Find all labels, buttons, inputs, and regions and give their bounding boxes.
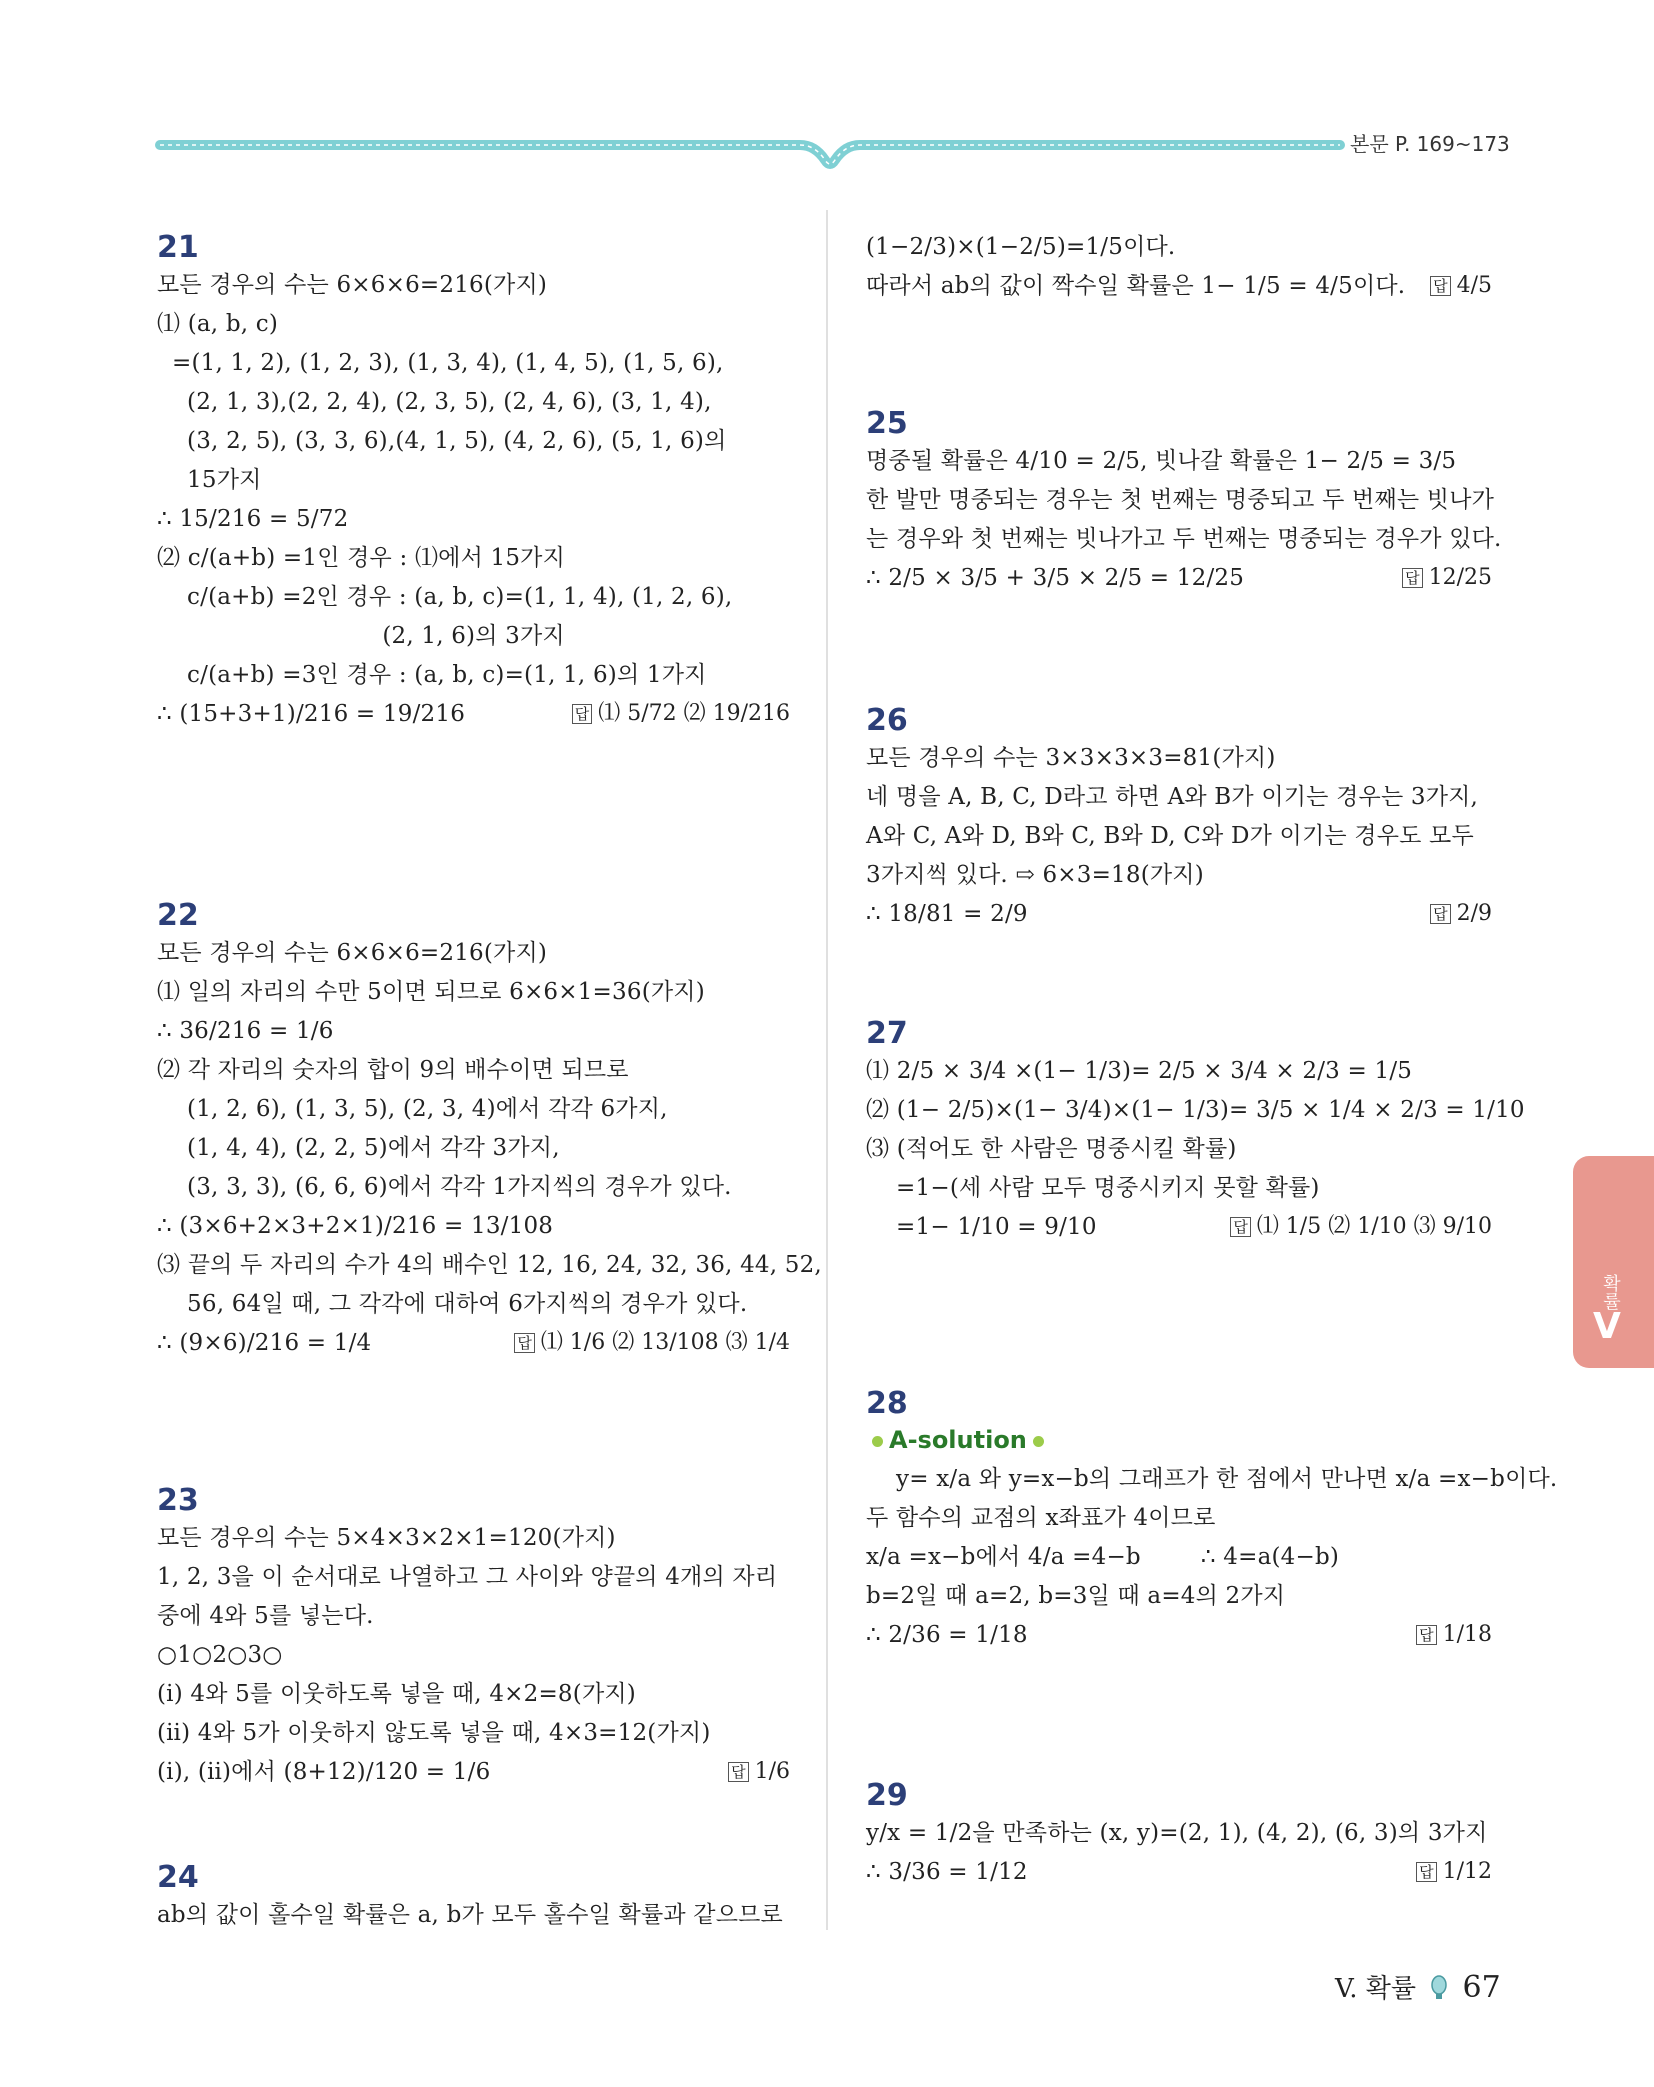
solution-line: 는 경우와 첫 번째는 빗나가고 두 번째는 명중되는 경우가 있다. — [866, 526, 1502, 552]
problem-number: 23 — [157, 1483, 199, 1518]
solution-line: (1−2/3)×(1−2/5)=1/5이다. — [866, 234, 1176, 260]
solution-line: 모든 경우의 수는 5×4×3×2×1=120(가지) — [157, 1525, 616, 1551]
answer-badge-icon: 답 — [1416, 1625, 1437, 1645]
solution-line: 모든 경우의 수는 6×6×6=216(가지) — [157, 940, 548, 966]
solution-line: c/(a+b) =3인 경우 : (a, b, c)=(1, 1, 6)의 1가지 — [157, 662, 707, 688]
solution-line: ∴ 3/36 = 1/12 — [866, 1859, 1028, 1885]
answer-badge-icon: 답 — [572, 704, 593, 724]
problem-number: 28 — [866, 1386, 908, 1421]
solution-line: 모든 경우의 수는 6×6×6=216(가지) — [157, 272, 548, 298]
solution-line: 3가지씩 있다. ⇨ 6×3=18(가지) — [866, 862, 1204, 888]
solution-line: ⑴ 2/5 × 3/4 ×(1− 1/3)= 2/5 × 3/4 × 2/3 = 1/5 — [866, 1058, 1413, 1084]
footer — [1335, 1968, 1501, 2005]
a-solution-text: A-solution — [889, 1426, 1027, 1454]
solution-line: 한 발만 명중되는 경우는 첫 번째는 명중되고 두 번째는 빗나가 — [866, 487, 1495, 513]
solution-line: ∴ (3×6+2×3+2×1)/216 = 13/108 — [157, 1213, 554, 1239]
chapter-tab-subject: 확률 — [1600, 1274, 1621, 1310]
solution-line: ⑶ 끝의 두 자리의 수가 4의 배수인 12, 16, 24, 32, 36, 44, 52, — [157, 1252, 822, 1278]
solution-line: x/a =x−b에서 4/a =4−b ∴ 4=a(4−b) — [866, 1544, 1340, 1570]
solution-line: 56, 64일 때, 그 각각에 대하여 6가지씩의 경우가 있다. — [157, 1291, 748, 1317]
solution-line: 중에 4와 5를 넣는다. — [157, 1603, 374, 1629]
solution-line: ⑶ (적어도 한 사람은 명중시킬 확률) — [866, 1136, 1237, 1162]
answer-badge-icon: 답 — [1430, 276, 1451, 296]
solution-line: c/(a+b) =2인 경우 : (a, b, c)=(1, 1, 4), (1, 2, 6), — [157, 584, 733, 610]
solution-line: ∴ 2/36 = 1/18 — [866, 1622, 1028, 1648]
chapter-tab-roman: V — [1593, 1306, 1621, 1347]
solution-line: ∴ (15+3+1)/216 = 19/216 — [157, 701, 466, 727]
solution-line: b=2일 때 a=2, b=3일 때 a=4의 2가지 — [866, 1583, 1286, 1609]
answer-badge-icon: 답 — [1402, 568, 1423, 588]
answer-text: ⑴ 1/6 ⑵ 13/108 ⑶ 1/4 — [540, 1330, 790, 1355]
chapter-tab — [1573, 1156, 1654, 1368]
answer-text: 1/6 — [754, 1759, 790, 1784]
solution-line: ∴ 15/216 = 5/72 — [157, 506, 349, 532]
answer-badge-icon: 답 — [1430, 904, 1451, 924]
problem-number: 22 — [157, 898, 199, 933]
solution-line: ∴ (9×6)/216 = 1/4 — [157, 1330, 372, 1356]
page-reference: 본문 P. 169~173 — [1350, 132, 1510, 156]
answer — [1430, 899, 1492, 929]
page-number: 67 — [1462, 1970, 1501, 2005]
solution-line: ⑴ 일의 자리의 수만 5이면 되므로 6×6×1=36(가지) — [157, 979, 705, 1005]
answer-text: 4/5 — [1456, 273, 1492, 298]
solution-line: ⑴ (a, b, c) — [157, 311, 279, 337]
problem-number: 21 — [157, 230, 199, 265]
solution-line: 15가지 — [157, 467, 262, 493]
solution-line: (ⅰ), (ⅱ)에서 (8+12)/120 = 1/6 — [157, 1759, 491, 1785]
bullet-dot-icon — [872, 1436, 883, 1447]
solution-line: ⑵ 각 자리의 숫자의 합이 9의 배수이면 되므로 — [157, 1057, 629, 1083]
answer-text: 12/25 — [1428, 565, 1492, 590]
solution-line: 명중될 확률은 4/10 = 2/5, 빗나갈 확률은 1− 2/5 = 3/5 — [866, 448, 1457, 474]
solution-line: (3, 3, 3), (6, 6, 6)에서 각각 1가지씩의 경우가 있다. — [157, 1174, 732, 1200]
solution-line: 1, 2, 3을 이 순서대로 나열하고 그 사이와 양끝의 4개의 자리 — [157, 1564, 778, 1590]
solution-line: y= x/a 와 y=x−b의 그래프가 한 점에서 만나면 x/a =x−b이다. — [866, 1466, 1558, 1492]
answer-text: 2/9 — [1456, 901, 1492, 926]
solution-line: y/x = 1/2을 만족하는 (x, y)=(2, 1), (4, 2), (6, 3)의 3가지 — [866, 1820, 1488, 1846]
solution-line: 두 함수의 교점의 x좌표가 4이므로 — [866, 1505, 1216, 1531]
solution-line: =1−(세 사람 모두 명중시키지 못할 확률) — [866, 1175, 1320, 1201]
answer-badge-icon: 답 — [1416, 1862, 1437, 1882]
answer-text: 1/18 — [1442, 1622, 1492, 1647]
solution-line: ⑵ (1− 2/5)×(1− 3/4)×(1− 1/3)= 3/5 × 1/4 × 2/3 = 1/10 — [866, 1097, 1525, 1123]
solution-line: =(1, 1, 2), (1, 2, 3), (1, 3, 4), (1, 4, 5), (1, 5, 6), — [157, 350, 724, 376]
bullet-dot-icon — [1033, 1436, 1044, 1447]
solution-line: (1, 2, 6), (1, 3, 5), (2, 3, 4)에서 각각 6가지, — [157, 1096, 668, 1122]
answer-text: ⑴ 5/72 ⑵ 19/216 — [598, 701, 790, 726]
answer — [514, 1328, 790, 1358]
answer — [1430, 271, 1492, 301]
answer-badge-icon: 답 — [1230, 1217, 1251, 1237]
lightbulb-icon — [1430, 1975, 1448, 2001]
solution-line: (2, 1, 3),(2, 2, 4), (2, 3, 5), (2, 4, 6), (3, 1, 4), — [157, 389, 712, 415]
solution-line: ab의 값이 홀수일 확률은 a, b가 모두 홀수일 확률과 같으므로 — [157, 1902, 783, 1928]
solution-line: ∴ 18/81 = 2/9 — [866, 901, 1028, 927]
solution-line: =1− 1/10 = 9/10 — [866, 1214, 1097, 1240]
solution-line: (1, 4, 4), (2, 2, 5)에서 각각 3가지, — [157, 1135, 560, 1161]
problem-number: 26 — [866, 703, 908, 738]
answer — [728, 1757, 790, 1787]
solution-line: ⑵ c/(a+b) =1인 경우 : ⑴에서 15가지 — [157, 545, 565, 571]
answer-badge-icon: 답 — [728, 1762, 749, 1782]
solution-line: (ⅱ) 4와 5가 이웃하지 않도록 넣을 때, 4×3=12(가지) — [157, 1720, 711, 1746]
solution-line: 따라서 ab의 값이 짝수일 확률은 1− 1/5 = 4/5이다. — [866, 273, 1406, 299]
solution-line: A와 C, A와 D, B와 C, B와 D, C와 D가 이기는 경우도 모두 — [866, 823, 1474, 849]
answer-text: ⑴ 1/5 ⑵ 1/10 ⑶ 9/10 — [1256, 1214, 1492, 1239]
solution-line: ○1○2○3○ — [157, 1642, 283, 1668]
solution-line: 네 명을 A, B, C, D라고 하면 A와 B가 이기는 경우는 3가지, — [866, 784, 1479, 810]
solution-line: ∴ 2/5 × 3/5 + 3/5 × 2/5 = 12/25 — [866, 565, 1245, 591]
problem-number: 29 — [866, 1778, 908, 1813]
solution-line: (ⅰ) 4와 5를 이웃하도록 넣을 때, 4×2=8(가지) — [157, 1681, 636, 1707]
a-solution-label — [866, 1426, 1050, 1454]
answer — [1230, 1212, 1492, 1242]
problem-number: 24 — [157, 1860, 199, 1895]
problem-number: 27 — [866, 1016, 908, 1051]
column-divider — [826, 210, 828, 1930]
solution-line: ∴ 36/216 = 1/6 — [157, 1018, 334, 1044]
answer — [1402, 563, 1492, 593]
footer-chapter: V. 확률 — [1335, 1974, 1416, 2004]
header-ribbon — [150, 130, 1350, 180]
answer — [1416, 1620, 1492, 1650]
solution-line: 모든 경우의 수는 3×3×3×3=81(가지) — [866, 745, 1276, 771]
answer — [1416, 1857, 1492, 1887]
solution-line: (3, 2, 5), (3, 3, 6),(4, 1, 5), (4, 2, 6), (5, 1, 6)의 — [157, 428, 727, 454]
answer — [572, 699, 790, 729]
solution-line: (2, 1, 6)의 3가지 — [157, 623, 565, 649]
answer-text: 1/12 — [1442, 1859, 1492, 1884]
answer-badge-icon: 답 — [514, 1333, 535, 1353]
problem-number: 25 — [866, 406, 908, 441]
